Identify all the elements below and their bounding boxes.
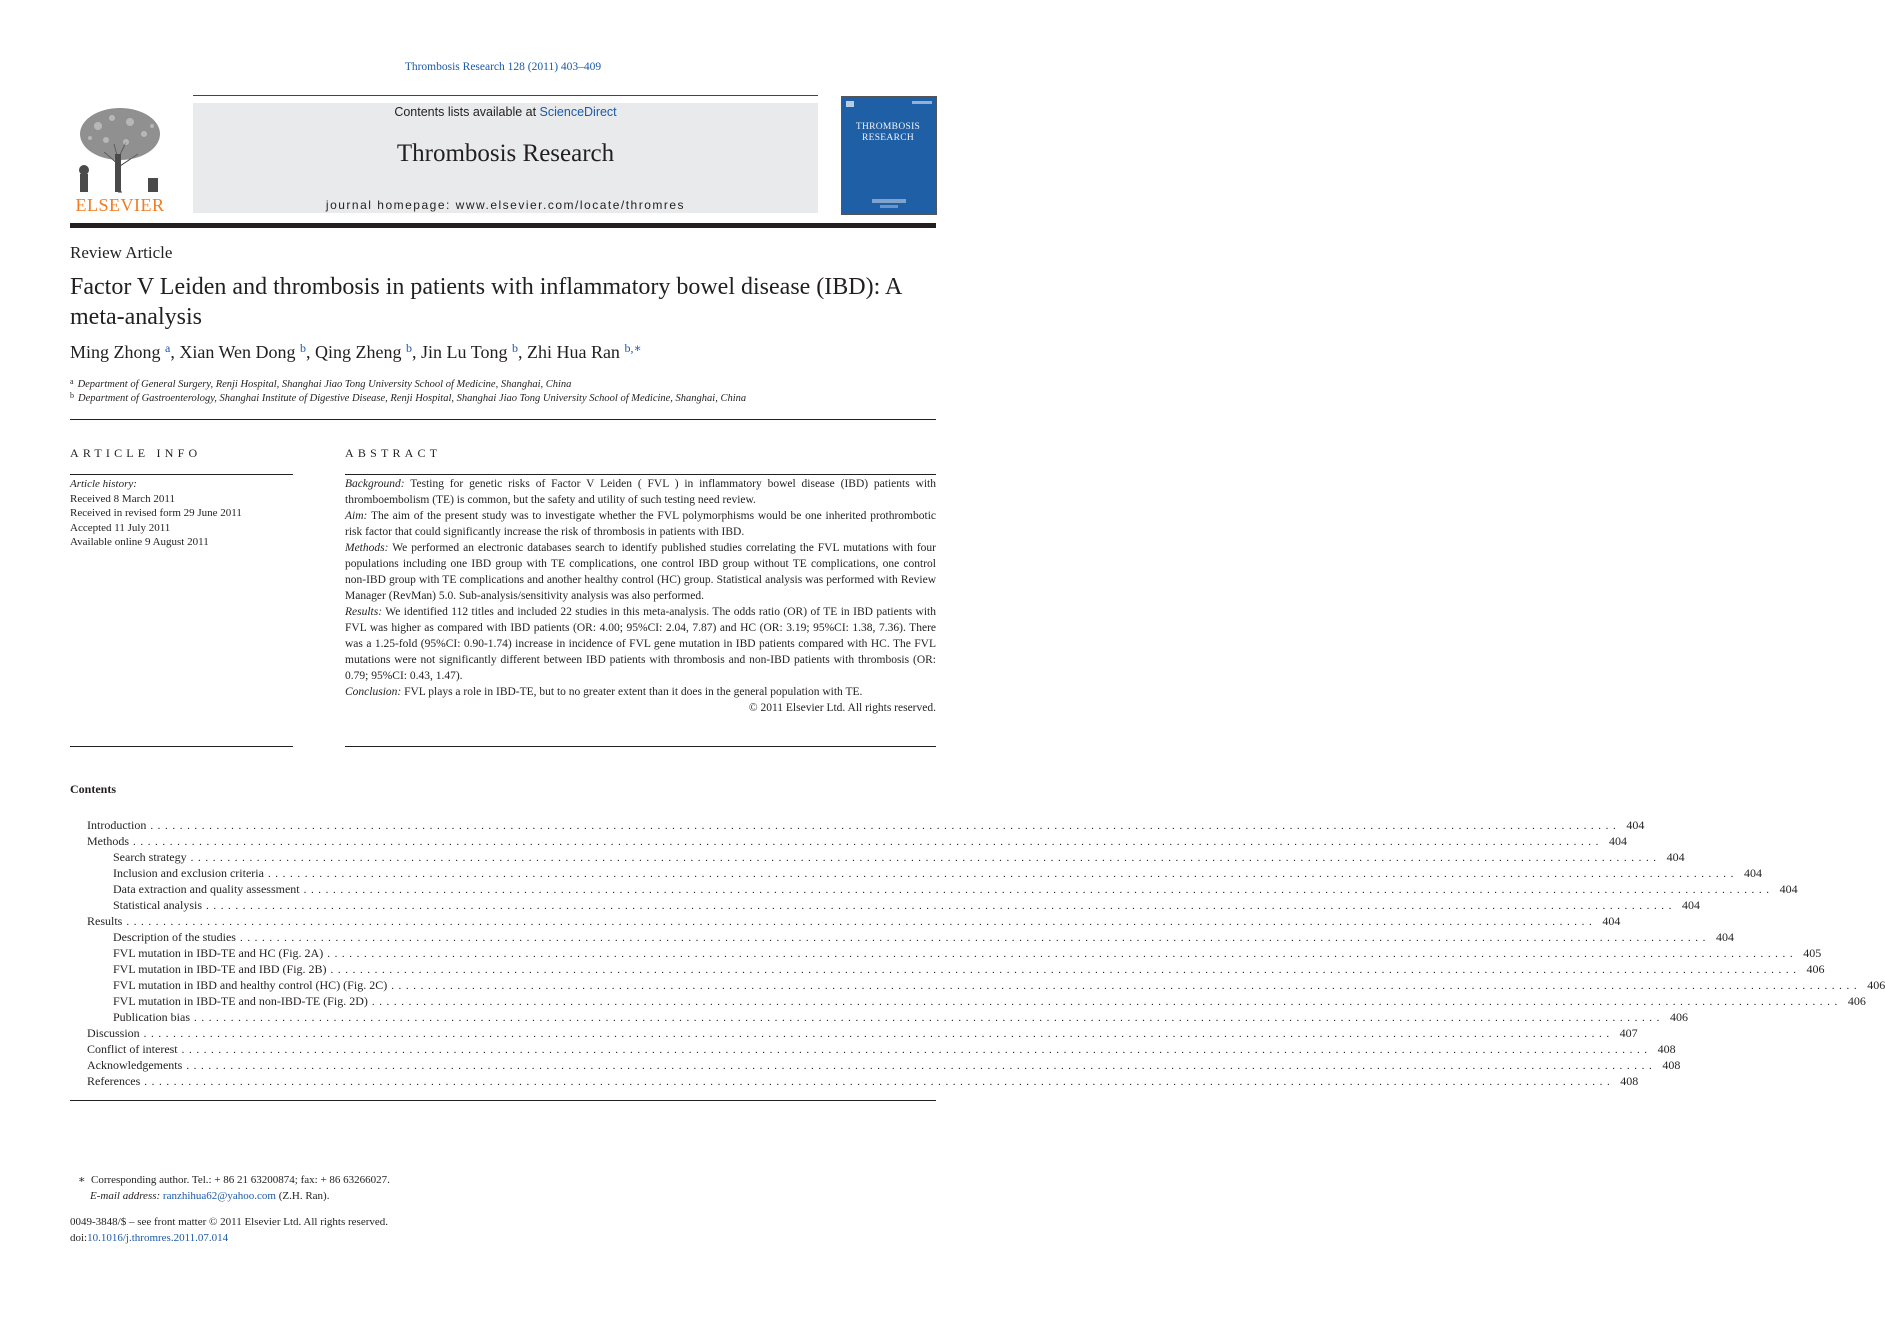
author: [527, 342, 642, 362]
section-rule: [70, 419, 936, 420]
abstract-background: [345, 476, 936, 508]
abstract-rule: [345, 474, 936, 475]
toc-entry[interactable]: [87, 1073, 1639, 1089]
affiliation: [70, 391, 746, 404]
abstract-results: [345, 604, 936, 684]
toc-leader-dots: ........................................................................................................................................................................................................: [327, 948, 1798, 960]
corresponding-author-text: Corresponding author. Tel.: + 86 21 63200874; fax: + 86 63266027.: [90, 1174, 390, 1186]
abstract-section-text: The aim of the present study was to investigate whether the FVL polymorphisms would be one inherited prothrombotic risk factor that could significantly increase the risk of thrombosis in patients with IBD.: [345, 510, 936, 538]
author: [179, 342, 315, 362]
toc-entry-label[interactable]: Methods: [87, 833, 133, 849]
toc-entry-label[interactable]: Description of the studies: [113, 929, 240, 945]
toc-entry-page: 408: [1662, 1058, 1681, 1072]
article-history-label: Article history:: [70, 478, 137, 490]
history-date: Received in revised form 29 June 2011: [70, 507, 242, 519]
toc-entry-page: 407: [1619, 1026, 1638, 1040]
affiliation-mark[interactable]: b: [511, 341, 518, 355]
cover-title: [841, 122, 935, 144]
author-separator: ,: [306, 342, 316, 362]
toc-entry-label[interactable]: Data extraction and quality assessment: [113, 881, 304, 897]
toc-entry[interactable]: [87, 961, 1825, 977]
author: [70, 342, 179, 362]
toc-entry-page: 404: [1743, 866, 1762, 880]
elsevier-wordmark: ELSEVIER: [75, 195, 165, 215]
toc-entry[interactable]: [87, 817, 1645, 833]
abstract-section-label: Methods:: [345, 542, 389, 554]
contents-available-text: Contents lists available at: [394, 105, 540, 119]
toc-entry-label[interactable]: FVL mutation in IBD-TE and HC (Fig. 2A): [113, 945, 327, 961]
toc-entry[interactable]: [87, 1009, 1688, 1025]
abstract-methods: [345, 540, 936, 604]
author-name: Jin Lu Tong: [421, 342, 508, 362]
abstract-body: [345, 476, 936, 716]
author: [421, 342, 527, 362]
journal-citation-link[interactable]: Thrombosis Research 128 (2011) 403–409: [404, 61, 602, 73]
history-date: Accepted 11 July 2011: [70, 521, 171, 534]
affiliation-mark[interactable]: b: [406, 341, 413, 355]
author-list: [70, 342, 642, 363]
toc-leader-dots: ........................................................................................................................................................................................................: [206, 900, 1676, 912]
toc-entry-label[interactable]: Acknowledgements: [87, 1057, 186, 1073]
toc-entry-label[interactable]: Publication bias: [113, 1009, 194, 1025]
sciencedirect-link[interactable]: ScienceDirect: [539, 105, 617, 119]
journal-title: Thrombosis Research: [396, 140, 615, 167]
toc-leader-dots: ........................................................................................................................................................................................................: [126, 916, 1597, 928]
toc-leader-dots: ........................................................................................................................................................................................................: [330, 964, 1801, 976]
email-suffix: (Z.H. Ran).: [276, 1190, 330, 1202]
abstract-aim: [345, 508, 936, 540]
cover-title-line: RESEARCH: [861, 133, 915, 143]
toc-entry-page: 405: [1803, 946, 1822, 960]
article-type: Review Article: [70, 243, 173, 262]
toc-leader-dots: ........................................................................................................................................................................................................: [181, 1044, 1652, 1056]
history-date: Available online 9 August 2011: [70, 536, 209, 548]
toc-entry-label[interactable]: Discussion: [87, 1025, 144, 1041]
author-name: Xian Wen Dong: [179, 342, 296, 362]
abstract-copyright: © 2011 Elsevier Ltd. All rights reserved.: [748, 702, 936, 714]
journal-cover-thumbnail: [841, 96, 937, 215]
abstract-section-text: We performed an electronic databases search to identify published studies correlating the FVL mutations with four populations including one IBD group with TE complications, one control IBD group without TE complications, one control non-IBD group with TE complications and another healthy control (HC) group. Statistical analysis was performed with Review Manager (RevMan) 5.0. Sub-analysis/sensitivity analysis was also performed.: [345, 542, 936, 602]
toc-entry-page: 408: [1657, 1042, 1676, 1056]
toc-entry[interactable]: [87, 977, 1885, 993]
article-title: Factor V Leiden and thrombosis in patients with inflammatory bowel disease (IBD): A meta-analysis: [70, 274, 901, 330]
doi-line: [70, 1230, 388, 1246]
header-rule: [193, 95, 818, 96]
toc-leader-dots: ........................................................................................................................................................................................................: [150, 820, 1621, 832]
toc-entry-label[interactable]: Introduction: [87, 817, 150, 833]
toc-entry[interactable]: [87, 1025, 1638, 1041]
toc-entry-page: 406: [1847, 994, 1866, 1008]
toc-leader-dots: ........................................................................................................................................................................................................: [239, 932, 1710, 944]
article-history: [70, 477, 242, 550]
affiliation-mark: b: [70, 391, 74, 400]
author-name: Ming Zhong: [70, 342, 161, 362]
contents-bottom-rule: [70, 1100, 936, 1101]
abstract-section-label: Results:: [345, 606, 383, 618]
toc-leader-dots: ........................................................................................................................................................................................................: [194, 1012, 1664, 1024]
toc-leader-dots: ........................................................................................................................................................................................................: [143, 1028, 1614, 1040]
affiliation-mark: a: [70, 377, 74, 386]
toc-entry[interactable]: [87, 993, 1866, 1009]
abstract-section-text: We identified 112 titles and included 22 studies in this meta-analysis. The odds ratio (OR) of TE in IBD patients with FVL was higher as compared with IBD patients (OR: 4.00; 95%CI: 2.04, 7.87) and HC (OR: 3.19; 95%CI: 1.38, 7.36). There was a 1.25-fold (95%CI: 0.90-1.74) increase in incidence of FVL gene mutation in IBD patients compared with HC. The FVL mutations were not significantly different between IBD patients with thrombosis and non-IBD patients with thrombosis (OR: 0.79; 95%CI: 0.43, 1.47).: [345, 606, 936, 682]
email-link[interactable]: ranzhihua62@yahoo.com: [162, 1190, 276, 1202]
toc-entry-page: 404: [1779, 882, 1798, 896]
toc-entry-page: 406: [1806, 962, 1825, 976]
abstract-section-label: Conclusion:: [345, 686, 402, 698]
abstract-bottom-rule: [345, 746, 936, 747]
abstract-section-label: Background:: [345, 478, 405, 490]
affiliation: [70, 377, 571, 390]
toc-entry-page: 404: [1666, 850, 1685, 864]
toc-entry-page: 406: [1670, 1010, 1688, 1024]
toc-entry-label[interactable]: Statistical analysis: [113, 897, 206, 913]
email-line: [78, 1188, 390, 1204]
table-of-contents: [87, 817, 1885, 1089]
affiliation-mark[interactable]: b: [300, 341, 307, 355]
toc-entry[interactable]: [87, 1057, 1681, 1073]
toc-entry-label[interactable]: Conflict of interest: [87, 1041, 182, 1057]
toc-entry[interactable]: [87, 929, 1734, 945]
toc-entry-label[interactable]: FVL mutation in IBD-TE and non-IBD-TE (Fig. 2D): [113, 993, 372, 1009]
abstract-conclusion: [345, 684, 936, 700]
toc-entry[interactable]: [87, 897, 1700, 913]
toc-entry-page: 404: [1609, 834, 1627, 848]
author: [315, 342, 421, 362]
toc-leader-dots: ........................................................................................................................................................................................................: [133, 836, 1603, 848]
toc-entry[interactable]: [87, 945, 1822, 961]
email-label: E-mail address:: [90, 1190, 161, 1202]
toc-entry[interactable]: [87, 833, 1627, 849]
contents-heading: Contents: [70, 782, 117, 796]
toc-entry-label[interactable]: FVL mutation in IBD and healthy control (HC) (Fig. 2C): [113, 977, 391, 993]
doi-label: doi:: [70, 1232, 88, 1244]
toc-entry-page: 404: [1626, 818, 1645, 832]
abstract-section-text: FVL plays a role in IBD-TE, but to no greater extent than it does in the general population with TE.: [401, 686, 863, 698]
toc-leader-dots: ........................................................................................................................................................................................................: [186, 1060, 1657, 1072]
journal-homepage-link[interactable]: journal homepage: www.elsevier.com/locate/thromres: [325, 198, 686, 212]
contents-available-line: [193, 105, 818, 119]
affiliation-text: Department of Gastroenterology, Shanghai Institute of Digestive Disease, Renji Hospital, Shanghai Jiao Tong University School of Medicine, Shanghai, China: [78, 393, 747, 404]
toc-entry-label[interactable]: Results: [87, 913, 126, 929]
issn-line: 0049-3848/$ – see front matter © 2011 Elsevier Ltd. All rights reserved.: [70, 1216, 389, 1228]
toc-entry-label[interactable]: Inclusion and exclusion criteria: [113, 865, 268, 881]
corresponding-author-line: [78, 1172, 390, 1188]
toc-entry-page: 406: [1867, 978, 1885, 992]
author-name: Zhi Hua Ran: [526, 342, 620, 362]
abstract-section-label: Aim:: [345, 510, 368, 522]
article-info-bottom-rule: [70, 746, 293, 747]
toc-entry-label[interactable]: References: [87, 1073, 144, 1089]
toc-leader-dots: ........................................................................................................................................................................................................: [267, 868, 1738, 880]
toc-entry[interactable]: [87, 913, 1621, 929]
doi-link[interactable]: 10.1016/j.thromres.2011.07.014: [87, 1232, 229, 1244]
toc-leader-dots: ........................................................................................................................................................................................................: [391, 980, 1862, 992]
toc-entry-page: 404: [1715, 930, 1734, 944]
toc-entry[interactable]: [87, 1041, 1676, 1057]
affiliation-mark[interactable]: a: [165, 341, 171, 355]
footnote-mark: ∗: [78, 1174, 86, 1186]
author-name: Qing Zheng: [315, 342, 402, 362]
affiliation-text: Department of General Surgery, Renji Hospital, Shanghai Jiao Tong University School of Medicine, Shanghai, China: [77, 379, 572, 390]
toc-entry-label[interactable]: Search strategy: [113, 849, 191, 865]
toc-entry[interactable]: [87, 881, 1798, 897]
abstract-section-text: Testing for genetic risks of Factor V Leiden ( FVL ) in inflammatory bowel disease (IBD) patients with thromboembolism (TE) is common, but the safety and utility of such testing need review.: [345, 478, 936, 506]
author-separator: ,: [170, 342, 180, 362]
toc-leader-dots: ........................................................................................................................................................................................................: [190, 852, 1661, 864]
cover-title-line: THROMBOSIS: [855, 122, 921, 132]
header-thick-rule: [70, 223, 936, 228]
history-date: Received 8 March 2011: [70, 492, 175, 505]
affiliation-mark[interactable]: b,∗: [624, 341, 642, 355]
toc-entry-page: 404: [1602, 914, 1621, 928]
toc-entry[interactable]: [87, 865, 1762, 881]
article-info-heading: ARTICLE INFO: [70, 446, 202, 460]
toc-leader-dots: ........................................................................................................................................................................................................: [303, 884, 1774, 896]
toc-entry[interactable]: [87, 849, 1685, 865]
toc-entry-label[interactable]: FVL mutation in IBD-TE and IBD (Fig. 2B): [113, 961, 331, 977]
toc-leader-dots: ........................................................................................................................................................................................................: [371, 996, 1842, 1008]
author-separator: ,: [517, 342, 527, 362]
front-matter-notice: [70, 1214, 388, 1246]
article-info-rule: [70, 474, 293, 475]
toc-entry-page: 404: [1682, 898, 1700, 912]
corresponding-author-footnote: [78, 1172, 390, 1204]
toc-entry-page: 408: [1620, 1074, 1639, 1088]
author-separator: ,: [412, 342, 422, 362]
abstract-heading: ABSTRACT: [345, 446, 442, 460]
toc-leader-dots: ........................................................................................................................................................................................................: [144, 1076, 1615, 1088]
